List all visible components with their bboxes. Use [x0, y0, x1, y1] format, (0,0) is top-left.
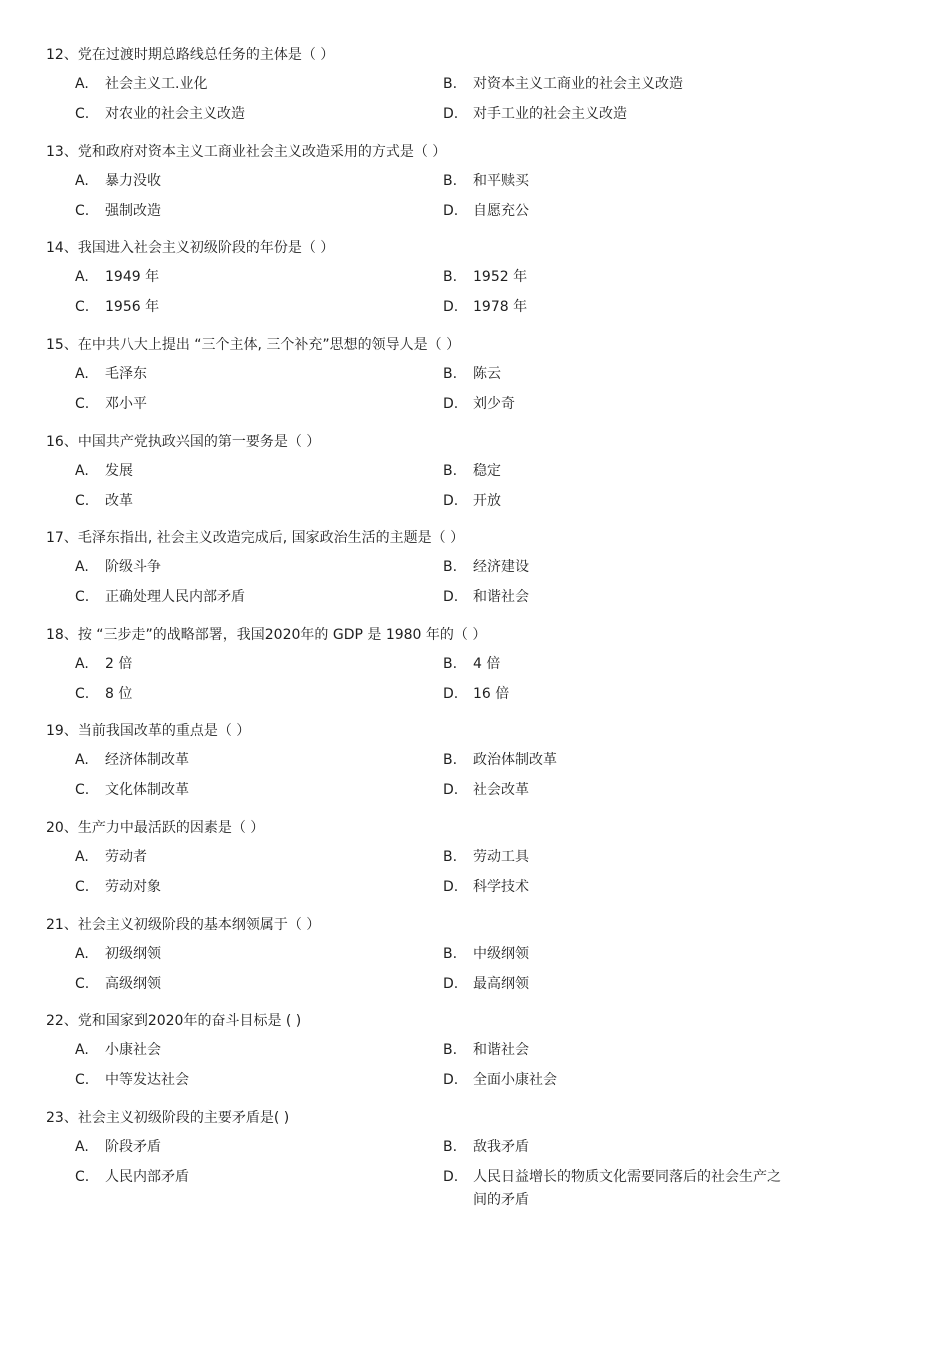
option-letter: C.: [75, 686, 90, 702]
option-text: 经济建设: [473, 559, 529, 575]
option-text: 劳动对象: [105, 879, 161, 895]
option-text: 人民内部矛盾: [105, 1169, 189, 1185]
option-text: 1949 年: [105, 269, 160, 285]
question-stem: 22、党和国家到2020年的奋斗目标是 ( ): [46, 1013, 302, 1029]
option-text: 2 倍: [105, 656, 133, 672]
option-text: 最高纲领: [473, 976, 529, 992]
option-letter: C.: [75, 879, 90, 895]
option-letter: B.: [443, 559, 458, 575]
option-letter: B.: [443, 752, 458, 768]
option-letter: A.: [75, 559, 89, 575]
option-letter: A.: [75, 849, 89, 865]
option-letter: C.: [75, 203, 90, 219]
option-letter: B.: [443, 269, 458, 285]
option-letter: C.: [75, 106, 90, 122]
option-text: 高级纲领: [105, 976, 161, 992]
option-letter: A.: [75, 656, 89, 672]
option-letter: A.: [75, 366, 89, 382]
option-letter: C.: [75, 1169, 90, 1185]
option-text: 阶级斗争: [105, 559, 161, 575]
option-text: 初级纲领: [105, 946, 161, 962]
option-letter: A.: [75, 1042, 89, 1058]
option-text: 劳动者: [105, 849, 147, 865]
option-text: 自愿充公: [473, 203, 529, 219]
option-letter: D.: [443, 782, 459, 798]
option-letter: D.: [443, 106, 459, 122]
option-text: 对手工业的社会主义改造: [473, 106, 627, 122]
option-text: 1956 年: [105, 299, 160, 315]
option-text: 和谐社会: [473, 589, 529, 605]
option-letter: D.: [443, 589, 459, 605]
option-letter: C.: [75, 299, 90, 315]
option-letter: A.: [75, 752, 89, 768]
option-letter: C.: [75, 976, 90, 992]
option-letter: D.: [443, 1072, 459, 1088]
option-letter: B.: [443, 366, 458, 382]
question-stem: 19、当前我国改革的重点是（ ）: [46, 723, 251, 739]
option-letter: A.: [75, 1139, 89, 1155]
option-text: 敌我矛盾: [473, 1139, 529, 1155]
question-stem: 12、党在过渡时期总路线总任务的主体是（ ）: [46, 47, 335, 63]
question-stem: 20、生产力中最活跃的因素是（ ）: [46, 820, 265, 836]
question-stem: 23、社会主义初级阶段的主要矛盾是( ): [46, 1110, 290, 1126]
option-letter: B.: [443, 1139, 458, 1155]
option-text: 中等发达社会: [105, 1072, 189, 1088]
option-text: 1978 年: [473, 299, 528, 315]
option-letter: B.: [443, 76, 458, 92]
option-text: 中级纲领: [473, 946, 529, 962]
option-text: 社会主义工.业化: [105, 76, 208, 92]
option-text: 开放: [473, 493, 501, 509]
option-text: 对农业的社会主义改造: [105, 106, 245, 122]
option-letter: C.: [75, 1072, 90, 1088]
option-letter: A.: [75, 946, 89, 962]
option-letter: C.: [75, 493, 90, 509]
option-text: 8 位: [105, 686, 133, 702]
option-text: 邓小平: [105, 396, 147, 412]
option-text: 正确处理人民内部矛盾: [105, 589, 245, 605]
question-stem: 13、党和政府对资本主义工商业社会主义改造采用的方式是（ ）: [46, 144, 447, 160]
option-letter: A.: [75, 463, 89, 479]
question-stem: 14、我国进入社会主义初级阶段的年份是（ ）: [46, 240, 335, 256]
question-stem: 21、社会主义初级阶段的基本纲领属于（ ）: [46, 917, 321, 933]
option-letter: D.: [443, 879, 459, 895]
option-text: 改革: [105, 493, 133, 509]
option-letter: D.: [443, 299, 459, 315]
option-letter: D.: [443, 686, 459, 702]
option-text: 经济体制改革: [105, 752, 189, 768]
option-letter: D.: [443, 493, 459, 509]
option-text: 和平赎买: [473, 173, 529, 189]
option-letter: D.: [443, 396, 459, 412]
option-text: 强制改造: [105, 203, 161, 219]
question-stem: 15、在中共八大上提出 “三个主体, 三个补充”思想的领导人是（ ）: [46, 337, 461, 353]
option-letter: A.: [75, 269, 89, 285]
question-stem: 17、毛泽东指出, 社会主义改造完成后, 国家政治生活的主题是（ ）: [46, 530, 465, 546]
option-text: 稳定: [473, 463, 501, 479]
option-text: 文化体制改革: [105, 782, 189, 798]
option-text: 劳动工具: [473, 849, 529, 865]
option-letter: B.: [443, 173, 458, 189]
option-text: 和谐社会: [473, 1042, 529, 1058]
option-text: 4 倍: [473, 656, 501, 672]
option-text: 暴力没收: [105, 173, 161, 189]
question-stem: 18、按 “三步走”的战略部署，我国2020年的 GDP 是 1980 年的（ ）: [46, 627, 487, 643]
option-letter: B.: [443, 1042, 458, 1058]
option-text: 社会改革: [473, 782, 529, 798]
option-text: 全面小康社会: [473, 1072, 557, 1088]
option-text: 16 倍: [473, 686, 510, 702]
option-text: 刘少奇: [473, 396, 515, 412]
option-letter: B.: [443, 463, 458, 479]
option-letter: B.: [443, 946, 458, 962]
option-text: 人民日益增长的物质文化需要同落后的社会生产之间的矛盾: [473, 1169, 781, 1208]
option-letter: D.: [443, 203, 459, 219]
option-text: 阶段矛盾: [105, 1139, 161, 1155]
option-letter: C.: [75, 589, 90, 605]
option-letter: C.: [75, 782, 90, 798]
option-letter: D.: [443, 1169, 459, 1185]
option-text: 政治体制改革: [473, 752, 557, 768]
option-letter: B.: [443, 849, 458, 865]
option-letter: C.: [75, 396, 90, 412]
option-letter: A.: [75, 173, 89, 189]
option-text: 发展: [105, 463, 133, 479]
option-letter: B.: [443, 656, 458, 672]
option-text: 科学技术: [473, 879, 529, 895]
option-letter: A.: [75, 76, 89, 92]
question-stem: 16、中国共产党执政兴国的第一要务是（ ）: [46, 434, 321, 450]
option-text: 小康社会: [105, 1042, 161, 1058]
option-text: 陈云: [473, 366, 501, 382]
option-text: 毛泽东: [105, 366, 147, 382]
option-text: 1952 年: [473, 269, 528, 285]
option-letter: D.: [443, 976, 459, 992]
option-text: 对资本主义工商业的社会主义改造: [473, 76, 683, 92]
